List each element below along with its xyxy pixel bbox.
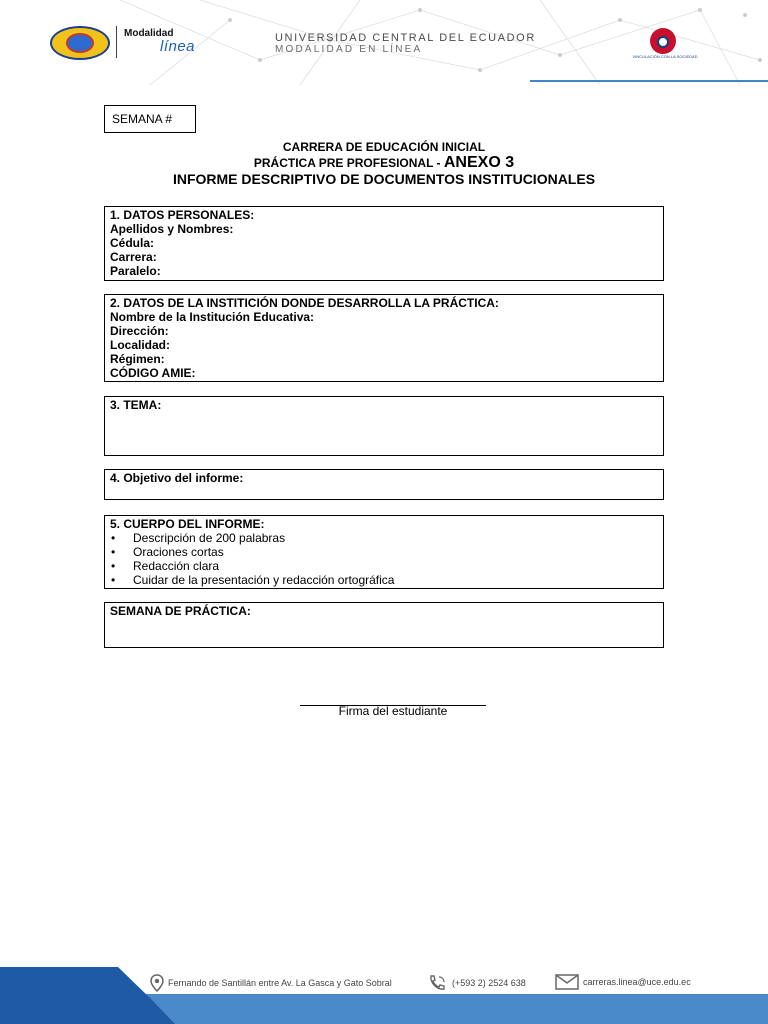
field-label-names: Apellidos y Nombres: [110,222,234,236]
vinculacion-logo [650,28,676,54]
report-title: INFORME DESCRIPTIVO DE DOCUMENTOS INSTITUCIONALES [172,171,596,187]
field-label-id: Cédula: [110,236,155,250]
signature-label: Firma del estudiante [338,704,448,718]
section-heading: SEMANA DE PRÁCTICA: [110,604,251,618]
field-label-locality: Localidad: [110,338,171,352]
linea-brand-text: línea [160,38,196,55]
guidelines-list [110,531,658,587]
header-divider [116,26,117,58]
footer-band-shape [0,964,768,1024]
practice-title-text: PRÁCTICA PRE PROFESIONAL - [253,156,444,170]
phone-text: (+593 2) 2524 638 [452,978,526,988]
personal-data-section[interactable] [104,206,664,281]
university-title: UNIVERSIDAD CENTRAL DEL ECUADOR [275,32,536,44]
field-label-address: Dirección: [110,324,169,338]
field-label-amie: CÓDIGO AMIE: [110,366,196,380]
list-item: • Descripción de 200 palabras [110,531,658,545]
annex-label: ANEXO 3 [443,154,515,171]
page-header [0,0,768,92]
list-item: • Cuidar de la presentación y redacción ortográfica [110,573,658,587]
report-body-section[interactable] [104,515,664,589]
section-heading: 1. DATOS PERSONALES: [110,208,255,222]
form-titles [104,140,664,188]
section-heading: 5. CUERPO DEL INFORME: [110,517,265,531]
list-item: • Oraciones cortas [110,545,658,559]
email-text[interactable]: carreras.linea@uce.edu.ec [583,977,691,987]
objective-section[interactable] [104,469,664,500]
career-title: CARRERA DE EDUCACIÓN INICIAL [282,140,486,154]
university-subtitle: MODALIDAD EN LÍNEA [275,44,423,55]
field-label-section: Paralelo: [110,264,161,278]
section-heading: 3. TEMA: [110,398,162,412]
list-item: • Redacción clara [110,559,658,573]
header-accent-line [530,80,768,82]
field-label-institution: Nombre de la Institución Educativa: [110,310,315,324]
institution-data-section[interactable] [104,294,664,382]
topic-section[interactable] [104,396,664,456]
university-seal-logo [50,26,110,60]
section-heading: 2. DATOS DE LA INSTITICIÓN DONDE DESARROLLA LA PRÁCTICA: [110,296,499,310]
practice-week-section[interactable] [104,602,664,648]
address-text: Fernando de Santillán entre Av. La Gasca y Gato Sobral [168,978,392,988]
week-number-field[interactable]: SEMANA # [104,105,196,133]
field-label-career: Carrera: [110,250,157,264]
field-label-regime: Régimen: [110,352,165,366]
page-footer [0,964,768,1024]
practice-title [104,155,664,171]
modalidad-brand-text: Modalidad [124,28,174,39]
section-heading: 4. Objetivo del informe: [110,471,244,485]
vinculacion-logo-text: VINCULACIÓN CON LA SOCIEDAD [632,54,698,59]
